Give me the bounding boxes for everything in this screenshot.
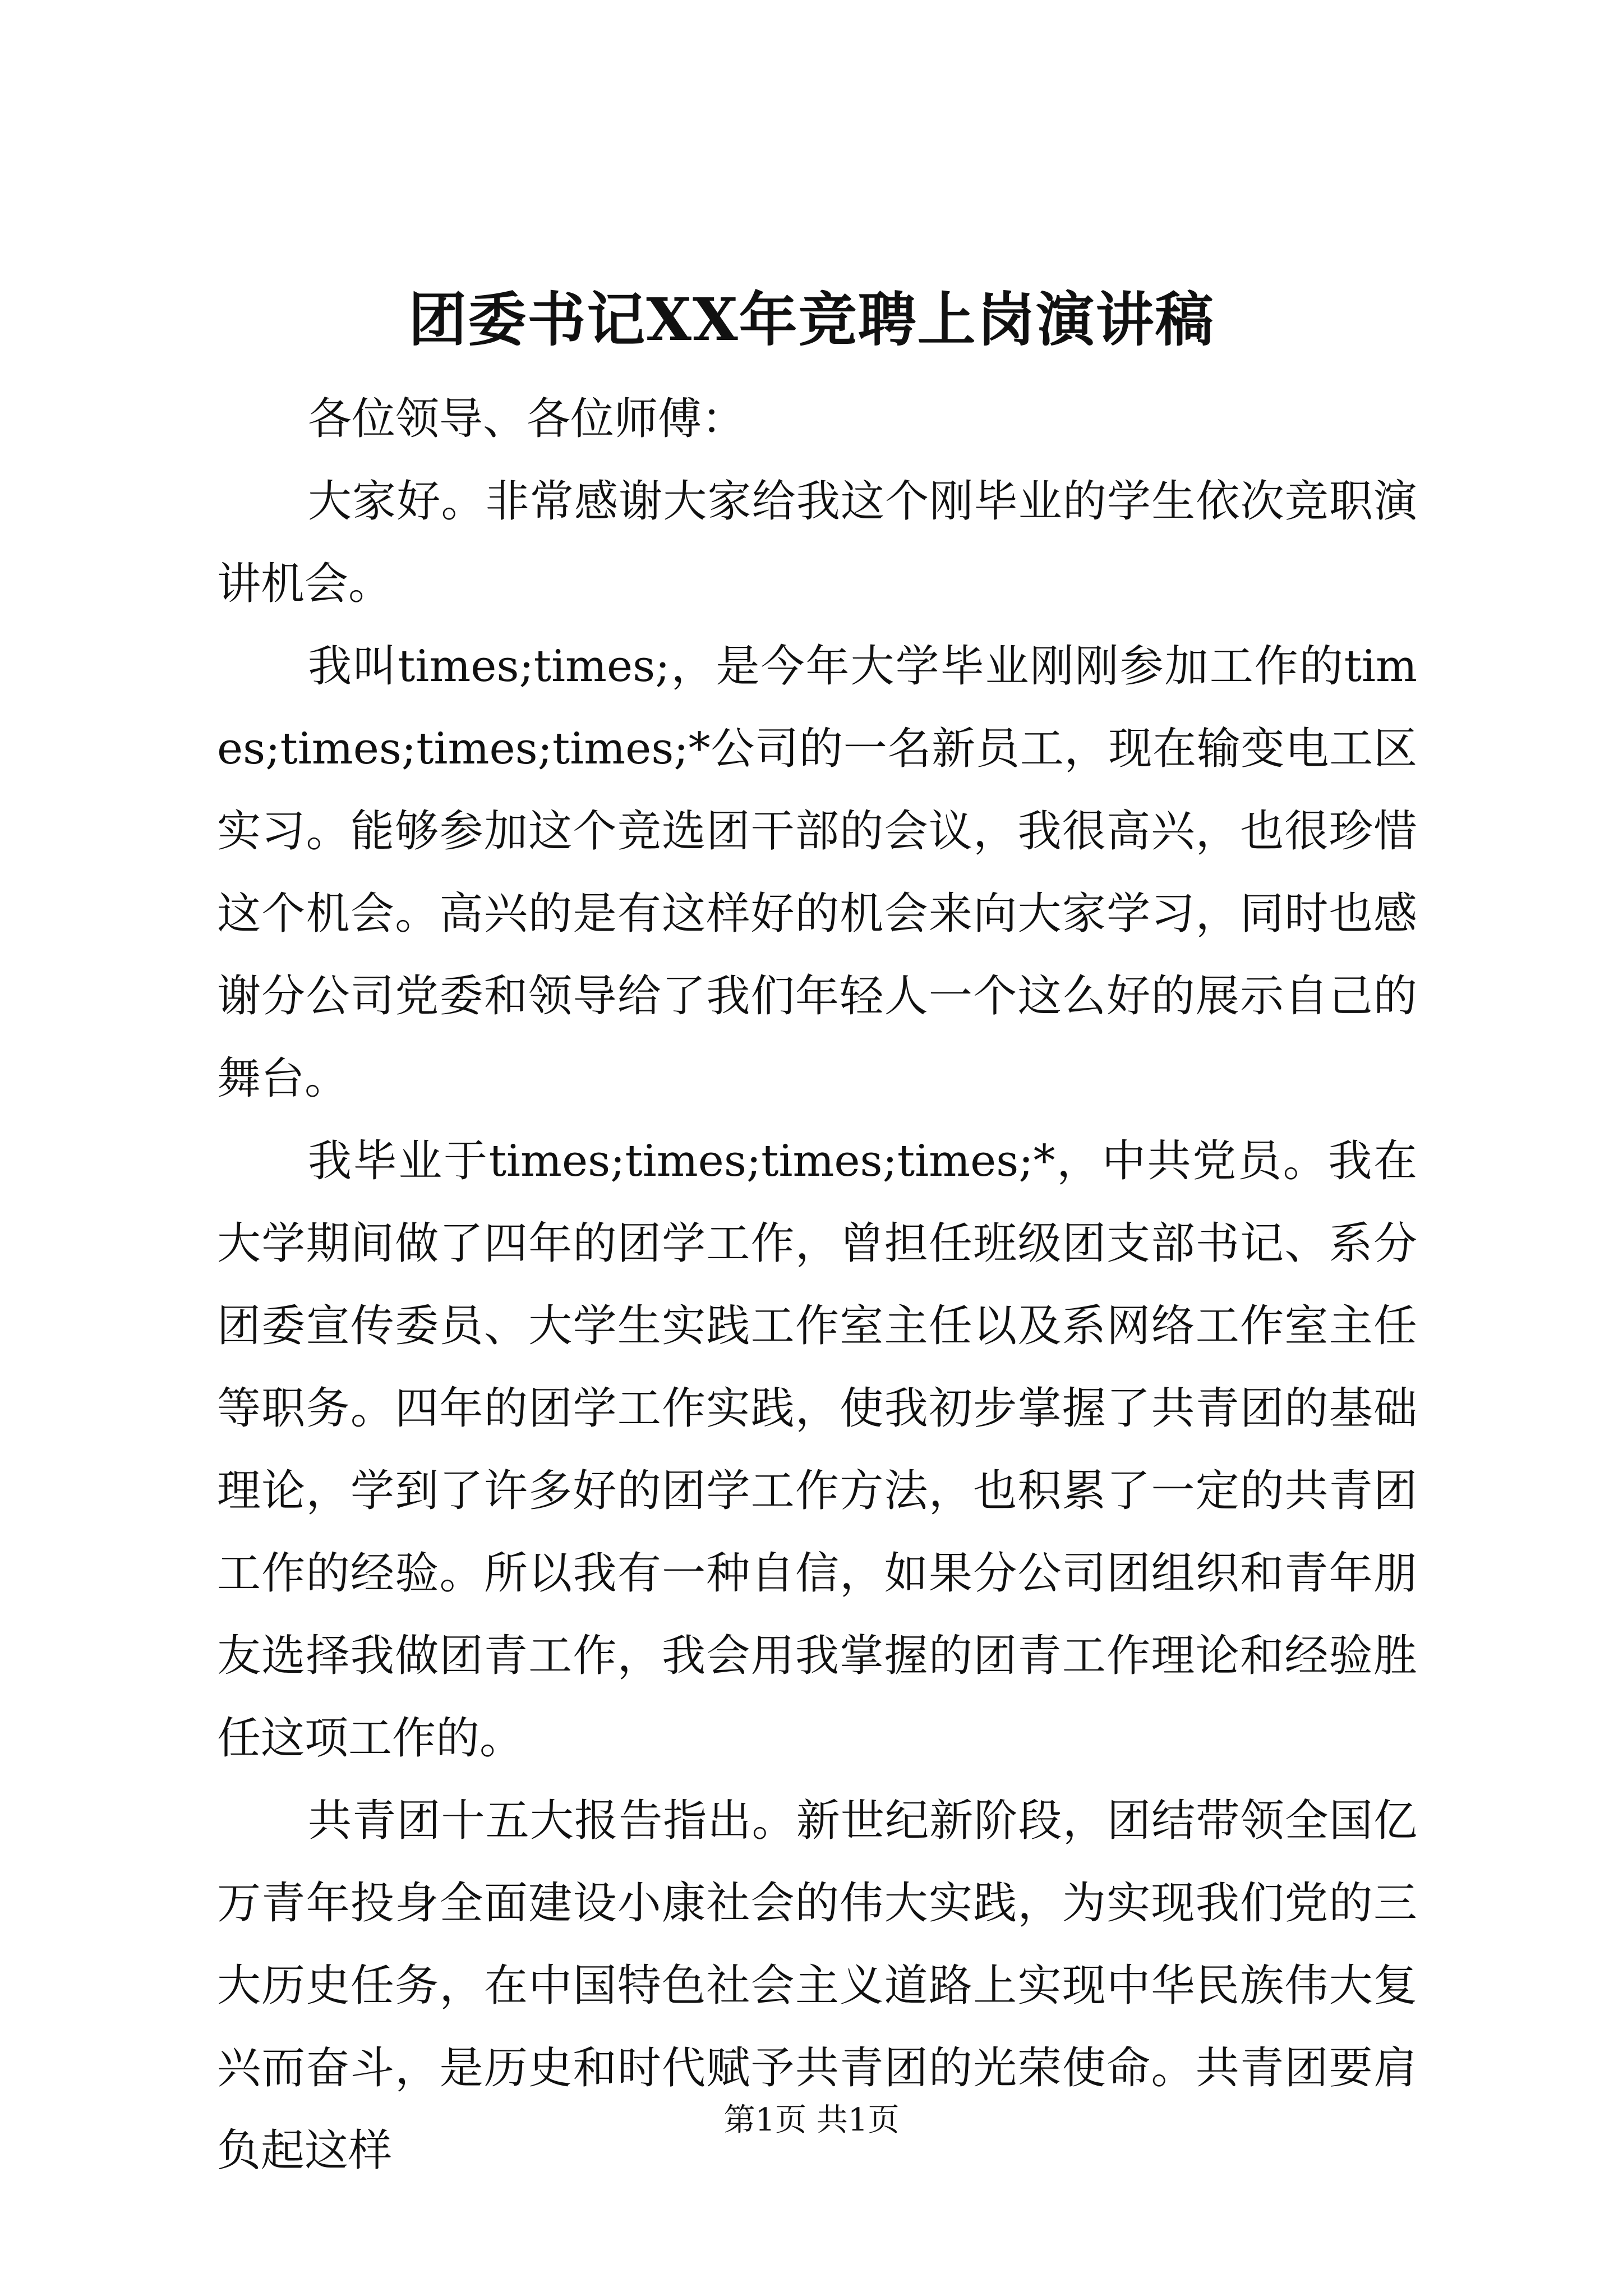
salutation-paragraph: 各位领导、各位师傅： <box>308 394 746 444</box>
document-title: 团委书记XX年竞聘上岗演讲稿 <box>408 285 1215 354</box>
mission-paragraph: 共青团十五大报告指出。新世纪新阶段，团结带领全国亿万青年投身全面建设小康社会的伟大实践，为实现我们党的三大历史任务，在中国特色社会主义道路上实现中华民族伟大复兴而奋斗，是历史和时代赋予共青团的光荣使命。共青团要肩负起这样 <box>217 1796 1417 2176</box>
greeting-paragraph: 大家好。非常感谢大家给我这个刚毕业的学生依次竞职演讲机会。 <box>217 476 1417 609</box>
page-number-footer: 第1页 共1页 <box>723 2102 900 2138</box>
introduction-paragraph: 我叫times;times;，是今年大学毕业刚刚参加工作的times;times;times;times;*公司的一名新员工，现在输变电工区实习。能够参加这个竞选团干部的会议，我很高兴，也很珍惜这个机会。高兴的是有这样好的机会来向大家学习，同时也感谢分公司党委和领导给了我们年轻人一个这么好的展示自己的舞台。 <box>217 641 1417 1104</box>
document-body <box>217 378 1417 2192</box>
background-paragraph: 我毕业于times;times;times;times;*，中共党员。我在大学期间做了四年的团学工作，曾担任班级团支部书记、系分团委宣传委员、大学生实践工作室主任以及系网络工作室主任等职务。四年的团学工作实践，使我初步掌握了共青团的基础理论，学到了许多好的团学工作方法，也积累了一定的共青团工作的经验。所以我有一种自信，如果分公司团组织和青年朋友选择我做团青工作，我会用我掌握的团青工作理论和经验胜任这项工作的。 <box>217 1136 1417 1764</box>
